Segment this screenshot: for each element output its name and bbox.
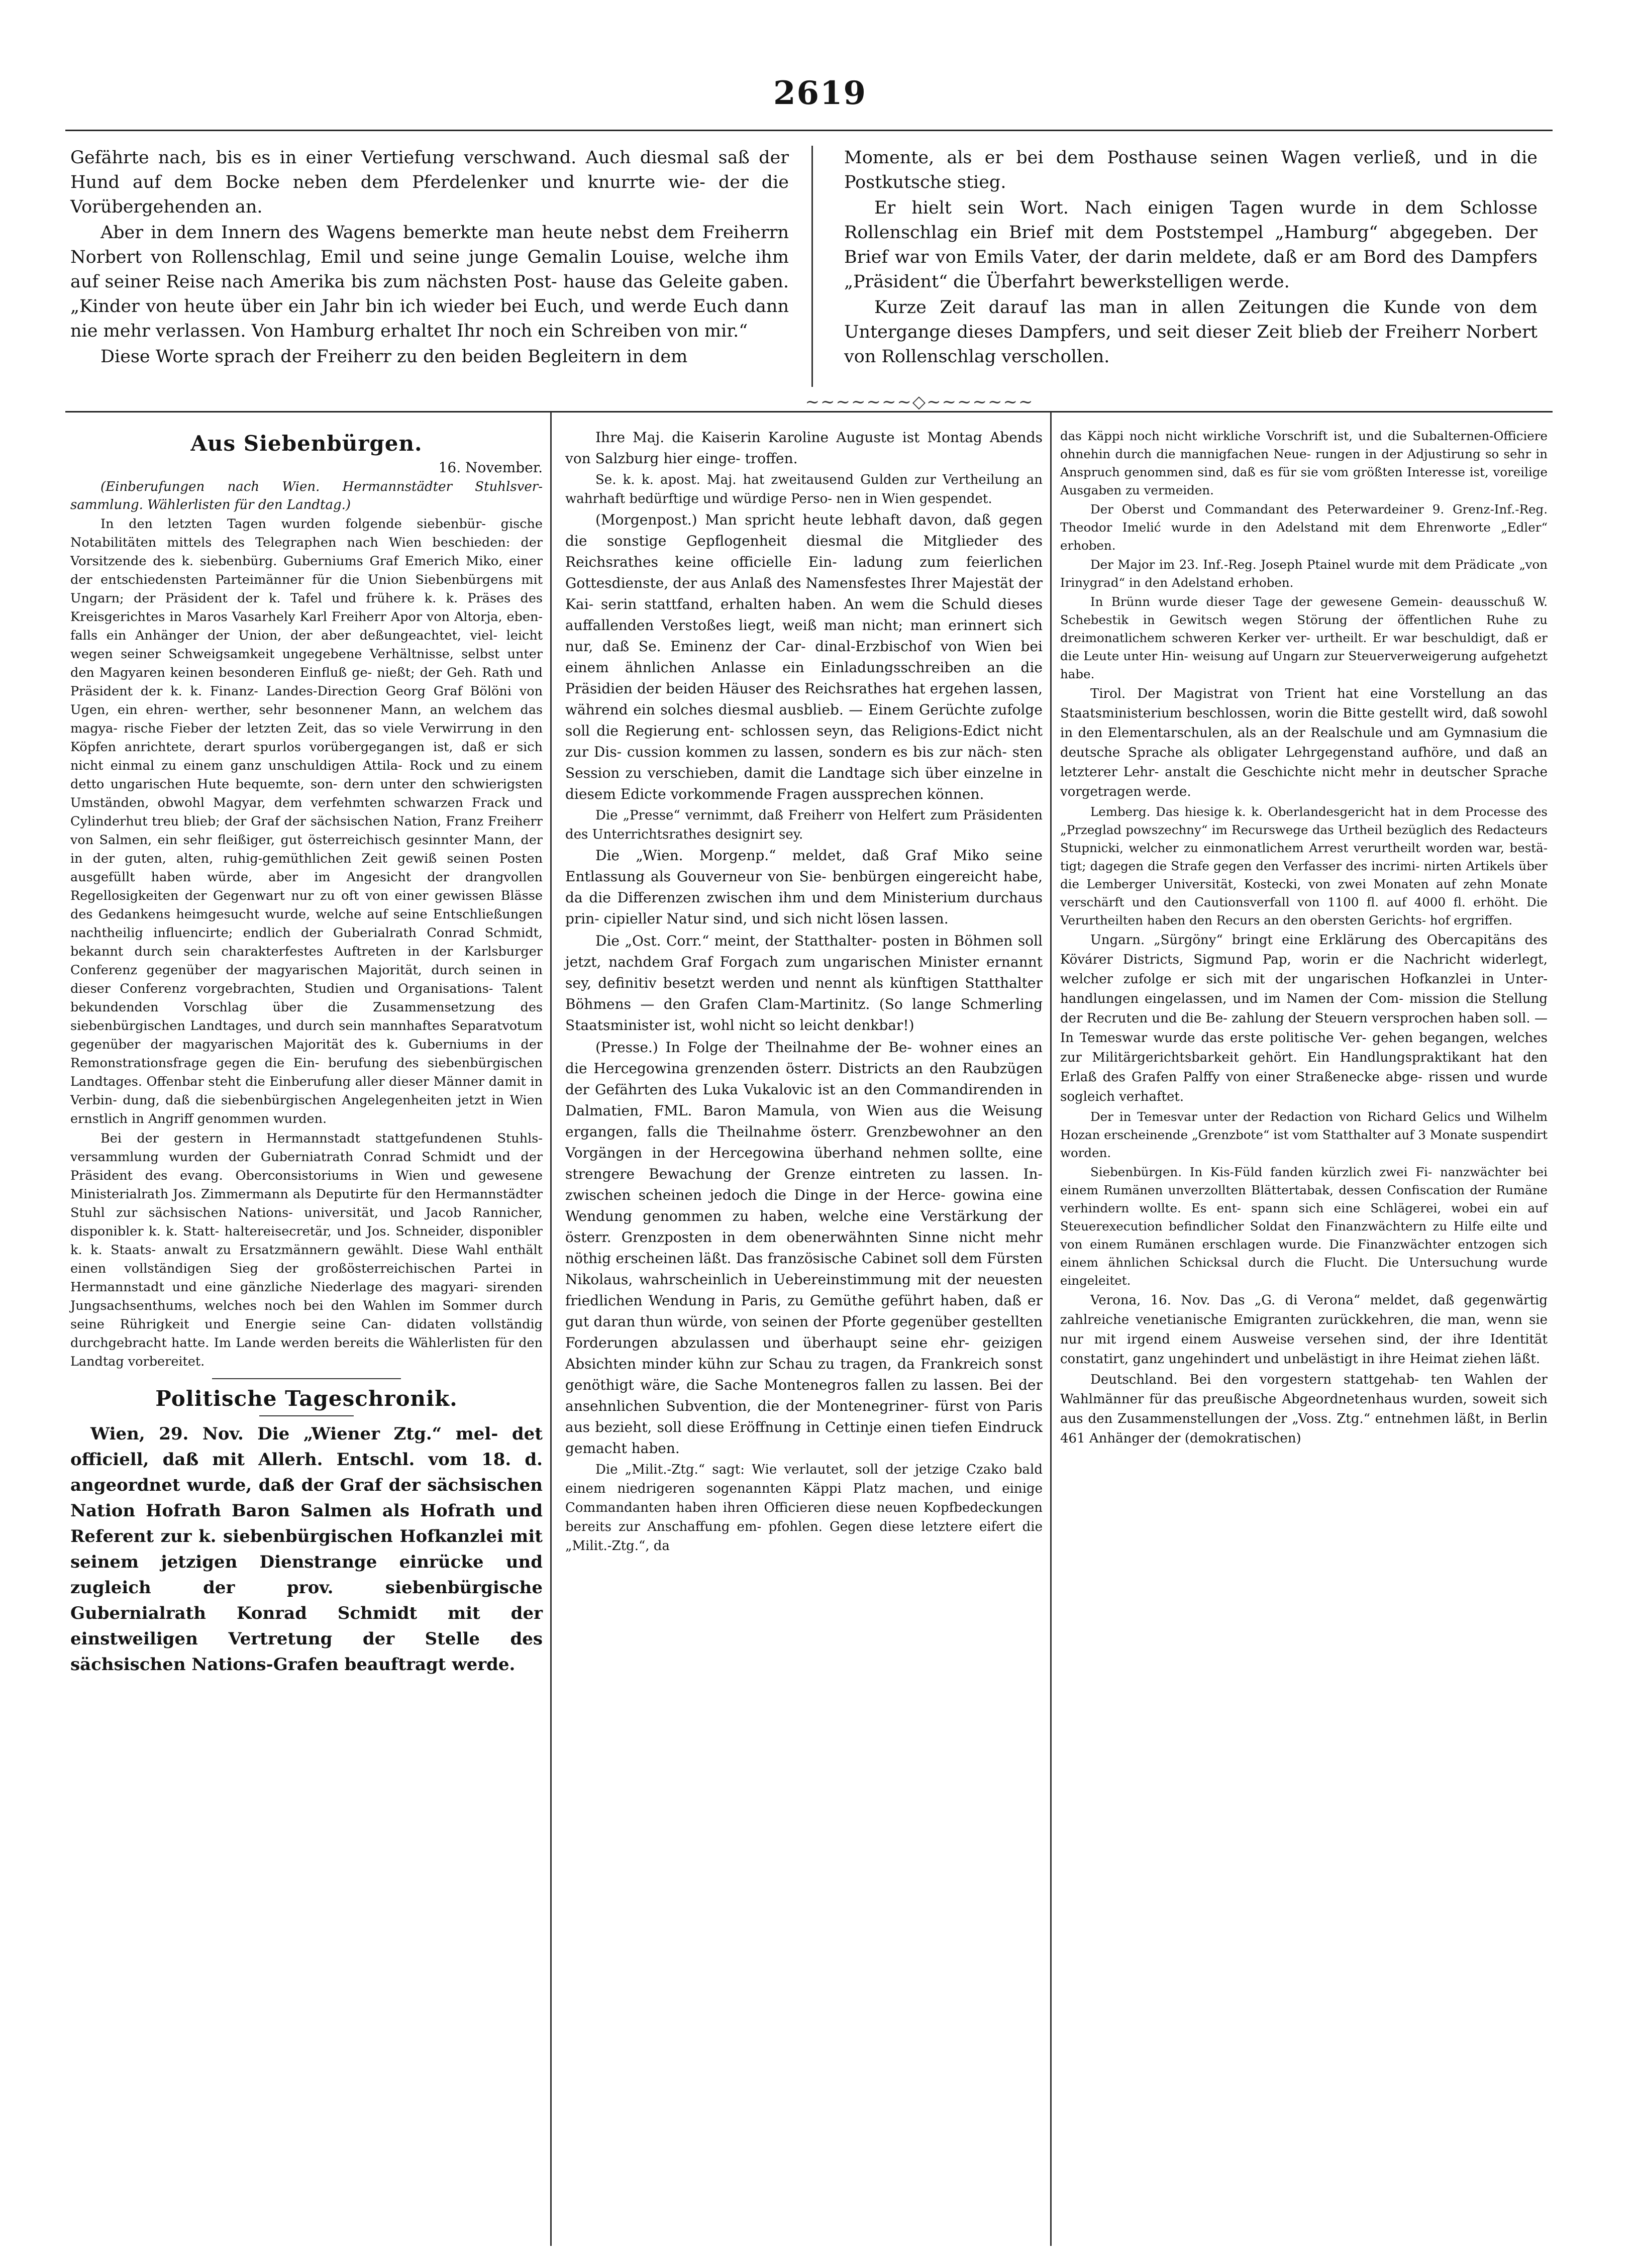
news-item: Der Oberst und Commandant des Peterwardeiner 9. Grenz-Inf.-Reg. Theodor Imelić wurde in den Adelstand mit dem Ehrenworte „Edler“ erhoben. [1060,502,1548,553]
story-paragraph: Gefährte nach, bis es in einer Vertiefung verschwand. Auch diesmal saß der Hund auf dem Bocke neben dem Pferdelenker und knurrte wie- der die Vorübergehenden an. [70,148,789,217]
news-item: Ungarn. „Sürgöny“ bringt eine Erklärung des Obercapitäns des Kövárer Districts, Sigmund Pap, worin er die Nachricht widerlegt, welcher zufolge er sich mit der ungarischen Hofkanzlei in Unter- handlungen eingelassen, und im Namen der Com- mission die Stellung der Recruten und die Be- zahlung der Steuern versprochen haben soll. — In Temeswar wurde das erste politische Ver- gehen begangen, welches zur Militärgerichtsbarkeit gehört. Ein Handlungspraktikant hat den Erlaß des Grafen Palffy von einer Straßenecke abge- rissen und wurde sogleich verhaftet. [1060,933,1548,1104]
tageschronik-body [70,1421,543,1678]
story-paragraph: Aber in dem Innern des Wagens bemerkte man heute nebst dem Freiherrn Norbert von Rollenschlag, Emil und seine junge Gemalin Louise, welche ihm auf seiner Reise nach Amerika bis zum nächsten Post- hause das Geleite gaben. „Kinder von heute über ein Jahr bin ich wieder bei Euch, und werde Euch dann nie mehr verlassen. Von Hamburg erhaltet Ihr noch ein Schreiben von mir.“ [70,223,789,341]
news-item: Se. k. k. apost. Maj. hat zweitausend Gulden zur Vertheilung an wahrhaft bedürftige und würdige Perso- nen in Wien gespendet. [565,472,1043,506]
news-item: Ihre Maj. die Kaiserin Karoline Auguste ist Montag Abends von Salzburg hier einge- troffen. [565,429,1043,467]
ornament-divider: ~~~~~~~◇~~~~~~~ [805,392,1034,412]
section-rule [212,1378,401,1379]
story-paragraph: Er hielt sein Wort. Nach einigen Tagen wurde in dem Schlosse Rollenschlag ein Brief mit dem Poststempel „Hamburg“ abgegeben. Der Brief war von Emils Vater, der darin meldete, daß er am Bord des Dampfers „Präsident“ die Überfahrt bewerkstelligen werde. [844,198,1538,292]
news-item: Die „Presse“ vernimmt, daß Freiherr von Helfert zum Präsidenten des Unterrichtsrathes designirt sey. [565,808,1043,842]
news-item: Tirol. Der Magistrat von Trient hat eine Vorstellung an das Staatsministerium beschlossen, worin die Bitte gestellt wird, daß sowohl in den Elementarschulen, als an der Realschule und am Gymnasium die deutsche Sprache als obligater Lehrgegenstand aufhöre, und daß an letzterer Lehr- anstalt die Geschichte nicht mehr in deutscher Sprache vorgetragen werde. [1060,686,1548,799]
news-item: Deutschland. Bei den vorgestern stattgehab- ten Wahlen der Wahlmänner für das preußische Abgeordnetenhaus wurden, soweit sich aus den Zusammenstellungen der „Voss. Ztg.“ entnehmen läßt, in Berlin 461 Anhänger der (demokratischen) [1060,1372,1548,1446]
story-top-left-column [70,146,789,370]
section-heading-siebenbuergen: Aus Siebenbürgen. [190,431,423,456]
article-paragraph: Bei der gestern in Hermannstadt stattgefundenen Stuhls- versammlung wurden der Guberniatrath Conrad Schmidt und der Präsident des evang. Oberconsistoriums in Wien und gewesene Ministerialrath Jos. Zimmermann als Deputirte für den Hermannstädter Stuhl zur sächsischen Nations- universität, und Jacob Rannicher, disponibler k. k. Statt- haltereisecretär, und Jos. Schneider, disponibler k. k. Staats- anwalt zu Ersatzmännern gewählt. Diese Wahl enthält einen vollständigen Sieg der großösterreichischen Partei in Hermannstadt und eine gänzliche Niederlage des magyari- sirenden Jungsachsenthums, welches noch bei den Wahlen im Sommer durch seine Rührigkeit und Energie seine Can- didaten vollständig durchgebracht hatte. Im Lande werden bereits die Wählerlisten für den Landtag vorbereitet. [70,1131,543,1369]
column-c [1060,427,1548,1450]
story-paragraph: Kurze Zeit darauf las man in allen Zeitungen die Kunde von dem Untergange dieses Dampfers, und seit dieser Zeit blieb der Freiherr Norbert von Rollenschlag verschollen. [844,297,1538,367]
story-top-right-column [844,146,1538,370]
news-item: Verona, 16. Nov. Das „G. di Verona“ meldet, daß gegenwärtig zahlreiche venetianische Emigranten zurückkehren, die man, wenn sie nur mit irgend einem Ausweise versehen sind, der ihre Identität constatirt, ganz ungehindert und unbelästigt in ihre Heimat ziehen läßt. [1060,1293,1548,1367]
news-item: Die „Ost. Corr.“ meint, der Statthalter- posten in Böhmen soll jetzt, nachdem Graf Forgach zum ungarischen Minister ernannt sey, definitiv besetzt werden und nennt als künftigen Statthalter Böhmens — den Grafen Clam-Martinitz. (So lange Schmerling Staatsminister ist, wohl nicht so leicht denkbar!) [565,933,1043,1034]
article-paragraph: Wien, 29. Nov. Die „Wiener Ztg.“ mel- det officiell, daß mit Allerh. Entschl. vom 18. d. angeordnet wurde, daß der Graf der sächsischen Nation Hofrath Baron Salmen als Hofrath und Referent zur k. siebenbürgischen Hofkanzlei mit seinem jetzigen Dienstrange einrücke und zugleich der prov. siebenbürgische Gubernialrath Konrad Schmidt mit der einstweiligen Vertretung der Stelle des sächsischen Nations-Grafen beauftragt werde. [70,1424,543,1675]
news-item: Siebenbürgen. In Kis-Füld fanden kürzlich zwei Fi- nanzwächter bei einem Rumänen unverzollten Blättertabak, dessen Confiscation der Rumäne verhindern wollte. Es ent- spann sich eine Schlägerei, wobei ein auf Steuerexecution befindlicher Soldat den Finanzwächtern zu Hilfe eilte und von einem Rumänen erschlagen wurde. Die Finanzwächter entzogen sich einem ähnlichen Schicksal durch die Flucht. Die Untersuchung wurde eingeleitet. [1060,1165,1548,1288]
news-item: In Brünn wurde dieser Tage der gewesene Gemein- deausschuß W. Schebestik in Gewitsch wegen Störung der öffentlichen Ruhe zu dreimonatlichem schweren Kerker ver- urtheilt. Er war beschuldigt, daß er die Leute unter Hin- weisung auf Ungarn zur Steuerverweigerung aufgehetzt habe. [1060,594,1548,681]
news-item: das Käppi noch nicht wirkliche Vorschrift ist, und die Subalternen-Officiere ohnehin durch die mannigfachen Neue- rungen in der Adjustirung so sehr in Anspruch genommen sind, daß es für sie vom größten Interesse ist, voreilige Ausgaben zu vermeiden. [1060,429,1548,497]
dateline: 16. November. [438,459,543,476]
column-rule-1 [550,412,552,2246]
section-rule [259,1415,354,1416]
section-subhead: (Einberufungen nach Wien. Hermannstädter Stuhlsver- sammlung. Wählerlisten für den Landtag.) [70,479,543,512]
column-a [70,427,543,1679]
column-b [565,427,1043,1557]
section-rule-full [65,411,1553,413]
story-paragraph: Diese Worte sprach der Freiherr zu den beiden Begleitern in dem [100,347,688,367]
section-heading-tageschronik: Politische Tageschronik. [155,1386,458,1411]
news-item: (Presse.) In Folge der Theilnahme der Be- wohner eines an die Hercegowina grenzenden österr. Districts an den Raubzügen der Gefährten des Luka Vukalovic ist an den Commandirenden in Dalmatien, FML. Baron Mamula, von Wien aus die Weisung ergangen, falls die Theilnahme österr. Grenzbewohner an den Vorgängen in der Hercegowina überhand nehmen sollte, eine strengere Bewachung der Grenze eintreten zu lassen. In- zwischen scheinen jedoch die Dinge in der Herce- gowina eine Wendung genommen zu haben, welche eine Verstärkung der österr. Grenzposten in dem obenerwähnten Sinne nicht mehr nöthig erscheinen läßt. Das französische Cabinet soll dem Fürsten Nikolaus, wahrscheinlich in Uebereinstimmung mit der neuesten friedlichen Wendung in Paris, zu Gemüthe geführt haben, daß er gut daran thun würde, von seinen der Pforte gegenüber gestellten Forderungen abzulassen und überhaupt seine ehr- geizigen Absichten minder kühn zur Schau zu tragen, da Frankreich sonst genöthigt wäre, die Sache Montenegros fallen zu lassen. Bei der ansehnlichen Subvention, die der Montenegriner- fürst von Paris aus bezieht, soll diese Eröffnung in Cettinje einen tiefen Eindruck gemacht haben. [565,1039,1043,1457]
news-item: Der in Temesvar unter der Redaction von Richard Gelics und Wilhelm Hozan erscheinende „Grenzbote“ ist vom Statthalter auf 3 Monate suspendirt worden. [1060,1109,1548,1160]
story-paragraph: Momente, als er bei dem Posthause seinen Wagen verließ, und in die Postkutsche stieg. [844,148,1538,192]
news-item: Die „Milit.-Ztg.“ sagt: Wie verlautet, soll der jetzige Czako bald einem niedrigeren sogenannten Käppi Platz machen, und einige Commandanten haben ihren Officieren diese neuen Kopfbedeckungen bereits zur Anschaffung em- pfohlen. Gegen diese letztere eifert die „Milit.-Ztg.“, da [565,1462,1043,1554]
header-rule [65,130,1553,131]
page-number: 2619 [773,74,867,112]
news-item: Lemberg. Das hiesige k. k. Oberlandesgericht hat in dem Processe des „Przeglad powszechny“ im Recurswege das Urtheil bezüglich des Redacteurs Stupnicki, welcher zu einmonatlichem Arrest verurtheilt worden war, bestä- tigt; dagegen die Strafe gegen den Verfasser des incrimi- nirten Artikels über die Lemberger Universität, Kostecki, von zwei Monaten auf zehn Monate verschärft und den Cautionsverfall von 1100 fl. auf 4000 fl. erhöht. Die Verurtheilten haben den Recurs an den obersten Gerichts- hof ergriffen. [1060,804,1548,927]
news-item: (Morgenpost.) Man spricht heute lebhaft davon, daß gegen die sonstige Gepflogenheit diesmal die Mitglieder des Reichsrathes keine officielle Ein- ladung zum feierlichen Gottesdienste, der aus Anlaß des Namensfestes Ihrer Majestät der Kai- serin stattfand, erhalten haben. An wem die Schuld dieses auffallenden Verstoßes liegt, weiß man nicht; man erinnert sich nur, daß Se. Eminenz der Car- dinal-Erzbischof von Wien bei einem ähnlichen Anlasse ein Einladungsschreiben an die Präsidien der beiden Häuser des Reichsrathes hat ergehen lassen, während ein solches diesmal ausblieb. — Einem Gerüchte zufolge soll die Regierung ent- schlossen seyn, das Religions-Edict nicht zur Dis- cussion kommen zu lassen, sondern es bis zur näch- sten Session zu verschieben, damit die Landtage sich über einzelne in diesem Edicte vorkommende Fragen aussprechen können. [565,511,1043,802]
column-rule-2 [1050,412,1052,2246]
top-column-rule [811,146,813,387]
article-paragraph: In den letzten Tagen wurden folgende siebenbür- gische Notabilitäten mittels des Telegraphen nach Wien beschieden: der Vorsitzende des k. siebenbürg. Guberniums Graf Emerich Miko, einer der entschiedensten Parteimänner für die Union Siebenbürgens mit Ungarn; der Präsident der k. Tafel und frühere k. k. Präses des Kreisgerichtes in Maros Vasarhely Karl Freiherr Apor von Altorja, eben- falls ein Anhänger der Union, der aber deßungeachtet, viel- leicht wegen seiner Schweigsamkeit ungegebene Verhältnisse, selbst unter den Magyaren keinen besonderen Einfluß ge- nießt; der Geh. Rath und Präsident der k. k. Finanz- Landes-Direction Georg Graf Bölöni von Ugen, ein ehren- werther, sehr besonnener Mann, an welchem das magya- rische Fieber der letzten Zeit, das so viele Verwirrung in den Köpfen anrichtete, derart spurlos vorübergegangen ist, daß er sich nicht einmal zu einem ganz unschuldigen Attila- Rock und zu einem detto ungarischen Hute bequemte, son- dern unter den schwierigsten Umständen, obwohl Magyar, dem verfehmten schwarzen Frack und Cylinderhut treu blieb; der Graf der sächsischen Nation, Franz Freiherr von Salmen, ein sehr fleißiger, gut österreichisch gesinnter Mann, der in der guten, alten, ruhig-gemüthlichen Zeit gewiß seinen Posten ausgefüllt haben würde, aber im Angesicht der drangvollen Regellosigkeiten der Gegenwart nur zu oft von einer gewissen Blässe des Gedankens heimgesucht wurde, welche auf seine Entschließungen nachtheilig influencirte; endlich der Guberialrath Conrad Schmidt, bekannt durch sein charakterfestes Auftreten in der Karlsburger Conferenz gegenüber der magyarischen Majorität, durch seinen in dieser Conferenz vorgebrachten, Studien und Organisations- Talent bekundenden Vorschlag über die Zusammensetzung des siebenbürgischen Landtages, und durch sein mannhaftes Separatvotum gegenüber der magyarischen Majorität des k. Guberniums in der Remonstrationsfrage gegen die Ein- berufung des siebenbürgischen Landtages. Offenbar steht die Einberufung aller dieser Männer damit in Verbin- dung, daß die siebenbürgischen Angelegenheiten jetzt in Wien ernstlich in Angriff genommen wurden. [70,517,543,1126]
news-item: Die „Wien. Morgenp.“ meldet, daß Graf Miko seine Entlassung als Gouverneur von Sie- benbürgen eingereicht habe, da die Differenzen zwischen ihm und dem Ministerium durchaus prin- cipieller Natur sind, und sich nicht lösen lassen. [565,847,1043,927]
news-item: Der Major im 23. Inf.-Reg. Joseph Ptainel wurde mit dem Prädicate „von Irinygrad“ in den Adelstand erhoben. [1060,557,1548,590]
